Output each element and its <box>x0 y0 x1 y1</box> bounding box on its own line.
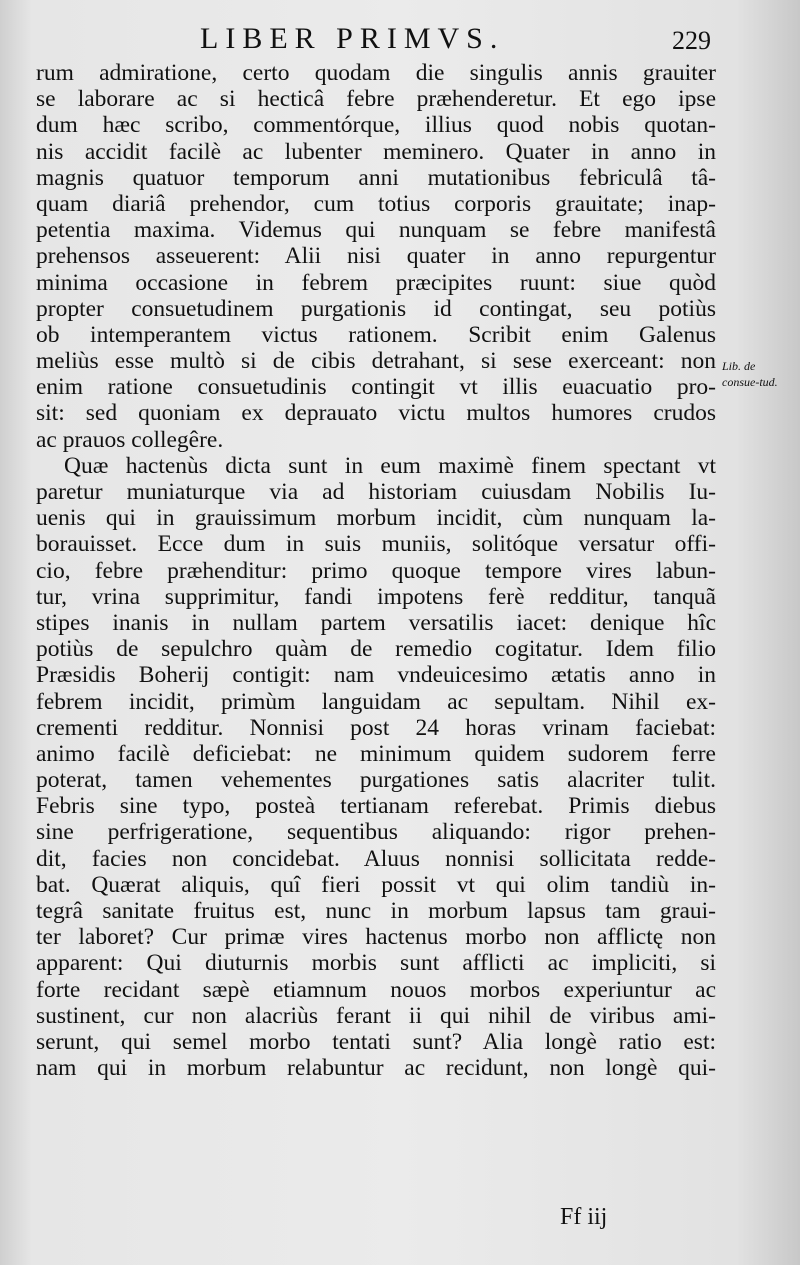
margin-note: Lib. de consue-tud. <box>722 359 778 389</box>
text-line: potiùs de sepulchro quàm de remedio cogitatur. Idem filio <box>36 636 716 663</box>
text-line: uenis qui in grauissimum morbum incidit, cùm nunquam la- <box>36 505 716 532</box>
text-line: cio, febre præhenditur: primo quoque tempore vires labun- <box>36 557 716 584</box>
text-line: animo facilè deficiebat: ne minimum quidem sudorem ferre <box>36 740 716 767</box>
text-line: serunt, qui semel morbo tentati sunt? Alia longè ratio est: <box>36 1028 716 1055</box>
text-line: crementi redditur. Nonnisi post 24 horas vrinam faciebat: <box>36 714 716 741</box>
text-line: tegrâ sanitate fruitus est, nunc in morbum lapsus tam graui- <box>36 898 716 924</box>
running-title: LIBER PRIMVS. <box>200 22 505 55</box>
text-line: propter consuetudinem purgationis id contingat, seu potiùs <box>36 295 716 322</box>
text-line: dum hæc scribo, commentórque, illius quod nobis quotan- <box>36 112 716 139</box>
text-line: petentia maxima. Videmus qui nunquam se febre manifestâ <box>36 217 716 244</box>
page-number: 229 <box>672 26 711 55</box>
text-line: minima occasione in febrem præcipites ruunt: siue quòd <box>36 269 716 296</box>
text-line: magnis quatuor temporum anni mutationibus febriculâ tâ- <box>36 164 716 191</box>
text-line: Febris sine typo, posteà tertianam referebat. Primis diebus <box>36 793 716 820</box>
text-line: se laborare ac si hecticâ febre præhenderetur. Et ego ipse <box>36 86 716 113</box>
text-line: ob intemperantem victus rationem. Scribit enim Galenus <box>36 321 716 348</box>
text-line: ter laboret? Cur primæ vires hactenus morbo non afflictę non <box>36 924 716 951</box>
text-line: stipes inanis in nullam partem versatilis iacet: denique hîc <box>36 609 716 636</box>
text-line: Præsidis Boherij contigit: nam vndeuicesimo ætatis anno in <box>36 662 716 689</box>
text-line: sustinent, cur non alacriùs ferant ii qui nihil de viribus ami- <box>36 1002 716 1029</box>
text-line: forte recidant sæpè etiamnum nouos morbos experiuntur ac <box>36 976 716 1003</box>
text-line: poterat, tamen vehementes purgationes satis alacriter tulit. <box>36 767 716 794</box>
text-line: borauisset. Ecce dum in suis muniis, solitóque versatur offi- <box>36 531 716 558</box>
text-line: nis accidit facilè ac lubenter meminero. Quater in anno in <box>36 138 716 165</box>
text-line: sine perfrigeratione, sequentibus aliquando: rigor prehen- <box>36 819 716 846</box>
page-header <box>0 22 800 62</box>
text-line: prehensos asseuerent: Alii nisi quater in anno repurgentur <box>36 243 716 270</box>
text-line: ac prauos collegêre. <box>36 426 224 453</box>
text-line: dit, facies non concidebat. Aluus nonnisi sollicitata redde- <box>36 845 716 872</box>
text-line: quam diariâ prehendor, cum totius corporis grauitate; inap- <box>36 190 716 217</box>
signature-mark: Ff iij <box>560 1204 608 1230</box>
text-line: tur, vrina supprimitur, fandi impotens ferè redditur, tanquã <box>36 583 716 610</box>
text-line: apparent: Qui diuturnis morbis sunt afflicti ac impliciti, si <box>36 950 716 977</box>
text-body <box>36 60 716 1081</box>
text-line: enim ratione consuetudinis contingit vt illis euacuatio pro- <box>36 374 716 401</box>
text-line: meliùs esse multò si de cibis detrahant, si sese exerceant: non <box>36 348 716 375</box>
text-line: paretur muniaturque via ad historiam cuiusdam Nobilis Iu- <box>36 479 716 505</box>
text-line: nam qui in morbum relabuntur ac recidunt, non longè qui- <box>36 1055 716 1082</box>
text-line: bat. Quærat aliquis, quî fieri possit vt qui olim tandiù in- <box>36 871 716 898</box>
text-line: Quæ hactenùs dicta sunt in eum maximè finem spectant vt <box>64 452 716 479</box>
text-line: febrem incidit, primùm languidam ac sepultam. Nihil ex- <box>36 688 716 715</box>
text-line: sit: sed quoniam ex deprauato victu multos humores crudos <box>36 400 716 427</box>
text-line: rum admiratione, certo quodam die singulis annis grauiter <box>36 60 716 86</box>
